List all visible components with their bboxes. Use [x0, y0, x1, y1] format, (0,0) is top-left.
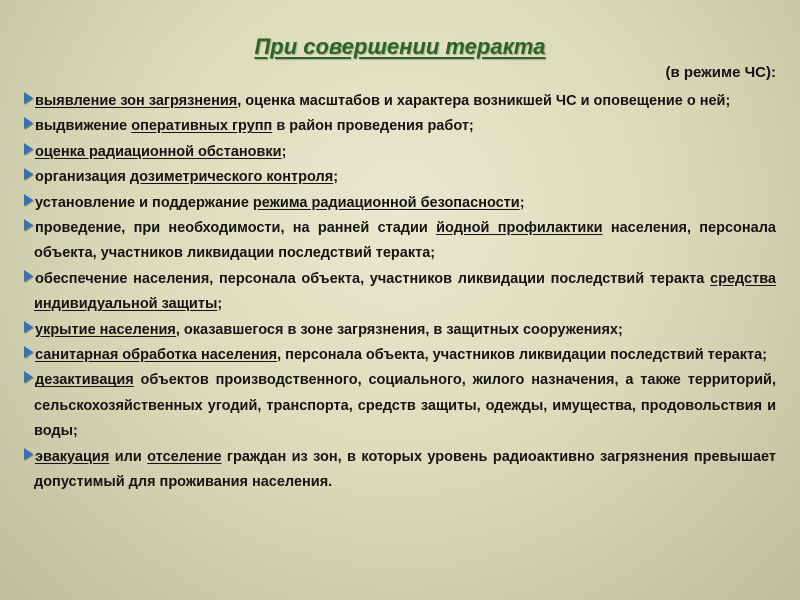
arrow-bullet-icon [24, 168, 33, 180]
arrow-bullet-icon [24, 143, 33, 155]
bullet-text: обеспечение населения, персонала объекта, участников ликвидации последствий теракта [35, 270, 711, 287]
bullet-item [24, 114, 776, 139]
bullet-text: в район проведения работ; [272, 118, 474, 135]
bullet-item [24, 267, 776, 318]
slide-title: При совершении теракта [254, 34, 546, 59]
bullet-item [24, 368, 776, 444]
underlined-term: санитарная обработка населения [35, 347, 278, 364]
underlined-term: оценка радиационной обстановки [35, 143, 282, 160]
bullet-text: ; [519, 194, 525, 211]
bullet-item [24, 445, 776, 496]
bullet-text: объектов производственного, социального, жилого назначения, а также территорий, сельскохозяйственных угодий, транспорта, средств защиты, одежды, имущества, продовольствия и воды; [34, 372, 776, 440]
underlined-term: оперативных групп [131, 118, 273, 135]
underlined-term: эвакуация [35, 448, 110, 465]
arrow-bullet-icon [24, 321, 33, 333]
bullet-text: выдвижение [35, 118, 132, 135]
bullet-text: проведение, при необходимости, на ранней стадии [35, 220, 437, 237]
bullet-item [24, 89, 776, 114]
bullet-text: ; [217, 296, 223, 313]
arrow-bullet-icon [24, 117, 33, 129]
underlined-term: йодной профилактики [436, 220, 603, 237]
slide-subtitle: (в режиме ЧС): [665, 64, 776, 81]
bullet-text: , оценка масштабов и характера возникшей ЧС и оповещение о ней; [237, 93, 731, 109]
bullet-item [24, 216, 776, 267]
arrow-bullet-icon [24, 92, 33, 104]
arrow-bullet-icon [24, 371, 33, 383]
bullet-text: , персонала объекта, участников ликвидации последствий теракта; [277, 347, 768, 364]
arrow-bullet-icon [24, 194, 33, 206]
arrow-bullet-icon [24, 448, 33, 460]
underlined-term: дезактивация [35, 372, 134, 389]
bullet-text: ; [333, 169, 339, 186]
bullet-text: или [109, 448, 148, 465]
bullet-text: ; [281, 143, 287, 160]
arrow-bullet-icon [24, 270, 33, 282]
underlined-term: средства индивидуальной защиты [34, 270, 776, 313]
underlined-term: режима радиационной безопасности [252, 194, 520, 211]
underlined-term: выявление зон загрязнения [35, 93, 238, 109]
bullet-item [24, 191, 776, 216]
bullet-item [24, 343, 776, 368]
bullet-item [24, 140, 776, 165]
bullet-text: граждан из зон, в которых уровень радиоактивно загрязнения превышает допустимый для проживания населения. [34, 448, 776, 491]
bullet-list [24, 89, 776, 496]
bullet-text: , оказавшегося в зоне загрязнения, в защитных сооружениях; [175, 321, 623, 338]
bullet-text: организация [35, 169, 130, 186]
bullet-item [24, 318, 776, 343]
arrow-bullet-icon [24, 219, 33, 231]
bullet-text: населения, персонала объекта, участников ликвидации последствий теракта; [34, 220, 777, 262]
bullet-item [24, 165, 776, 190]
underlined-term: отселение [147, 448, 222, 465]
underlined-term: дозиметрического контроля [129, 169, 334, 186]
underlined-term: укрытие населения [35, 321, 176, 338]
bullet-text: установление и поддержание [35, 194, 253, 211]
arrow-bullet-icon [24, 346, 33, 358]
